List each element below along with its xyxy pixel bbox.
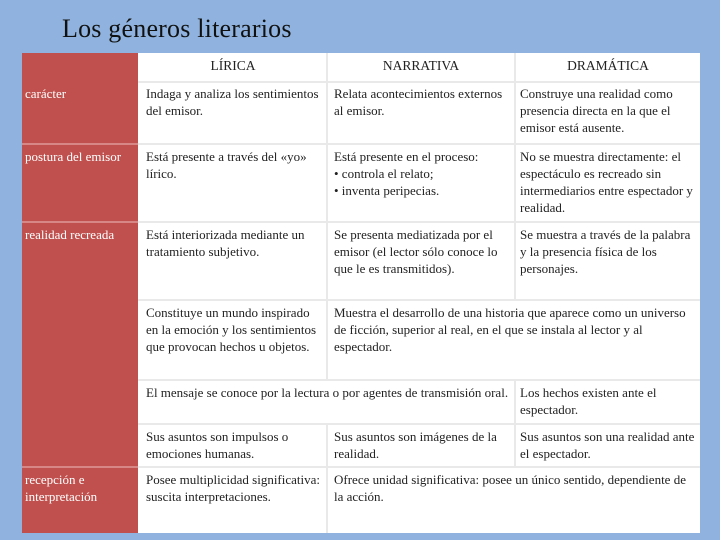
divider-row-3 — [138, 299, 700, 301]
row-label-postura: postura del emisor — [25, 149, 122, 164]
header-narrativa: NARRATIVA — [328, 53, 514, 81]
col-divider-2-top — [514, 53, 516, 299]
slide-title: Los géneros literarios — [62, 14, 292, 43]
cell-realidad-lirica: Está interiorizada mediante un tratamiento subjetivo. — [146, 227, 305, 259]
row-label-recepcion: recepción e interpretación — [25, 472, 98, 504]
col-divider-1-mundo — [326, 299, 328, 379]
divider-row-4 — [138, 379, 700, 381]
cell-realidad-narrativa: Se presenta mediatizada por el emisor (el lector sólo conoce lo que le es transmitidos). — [334, 227, 498, 276]
cell-postura-narrativa — [330, 146, 514, 199]
row-label-realidad: realidad recreada — [25, 227, 115, 242]
cell-recepcion-lirica: Posee multiplicidad significativa: suscita interpretaciones. — [146, 472, 321, 504]
col-divider-2-mensaje-asuntos — [514, 379, 516, 466]
row-label-caracter: carácter — [25, 86, 67, 101]
row-label-column — [22, 53, 138, 533]
genres-table — [22, 53, 700, 533]
sidebar-divider-1 — [22, 143, 138, 145]
postura-narrativa-bullet-1: • controla el relato; — [334, 166, 434, 181]
cell-postura-lirica: Está presente a través del «yo» lírico. — [146, 149, 307, 181]
cell-caracter-narrativa: Relata acontecimientos externos al emisor. — [334, 86, 503, 118]
cell-realidad-dramatica: Se muestra a través de la palabra y la presencia física de los personajes. — [520, 227, 691, 276]
col-divider-1-top — [326, 53, 328, 299]
cell-asuntos-lirica: Sus asuntos son impulsos o emociones humanas. — [146, 429, 289, 461]
cell-asuntos-dramatica: Sus asuntos son una realidad ante el espectador. — [520, 429, 695, 461]
cell-caracter-lirica: Indaga y analiza los sentimientos del emisor. — [146, 86, 319, 118]
divider-row-2 — [138, 221, 700, 223]
cell-recepcion-narrativa-dramatica: Ofrece unidad significativa: posee un único sentido, dependiente de la acción. — [334, 472, 686, 504]
sidebar-divider-2 — [22, 221, 138, 223]
header-lirica: LÍRICA — [140, 53, 326, 81]
postura-narrativa-bullet-2: • inventa peripecias. — [334, 183, 440, 198]
header-dramatica: DRAMÁTICA — [516, 53, 700, 81]
cell-mensaje-lirica-narrativa: El mensaje se conoce por la lectura o por agentes de transmisión oral. — [146, 385, 509, 400]
cell-postura-dramatica: No se muestra directamente: el espectáculo es recreado sin intermediarios entre espectador y realidad. — [520, 149, 693, 215]
cell-caracter-dramatica: Construye una realidad como presencia directa en la que el emisor está ausente. — [520, 86, 673, 135]
cell-asuntos-narrativa: Sus asuntos son imágenes de la realidad. — [334, 429, 497, 461]
col-divider-1-asuntos — [326, 423, 328, 466]
divider-row-5 — [138, 423, 700, 425]
divider-header — [138, 81, 700, 83]
cell-mundo-lirica: Constituye un mundo inspirado en la emoción y los sentimientos que provocan hechos u objetos. — [146, 305, 317, 354]
col-divider-1-recepcion — [326, 466, 328, 533]
divider-row-1 — [138, 143, 700, 145]
cell-mensaje-dramatica: Los hechos existen ante el espectador. — [520, 385, 657, 417]
divider-row-6 — [138, 466, 700, 468]
cell-mundo-narrativa-dramatica: Muestra el desarrollo de una historia que aparece como un universo de ficción, superior al real, en el que se instala al lector y al espectador. — [334, 305, 686, 354]
sidebar-divider-3 — [22, 466, 138, 468]
postura-narrativa-intro: Está presente en el proceso: — [334, 149, 479, 164]
